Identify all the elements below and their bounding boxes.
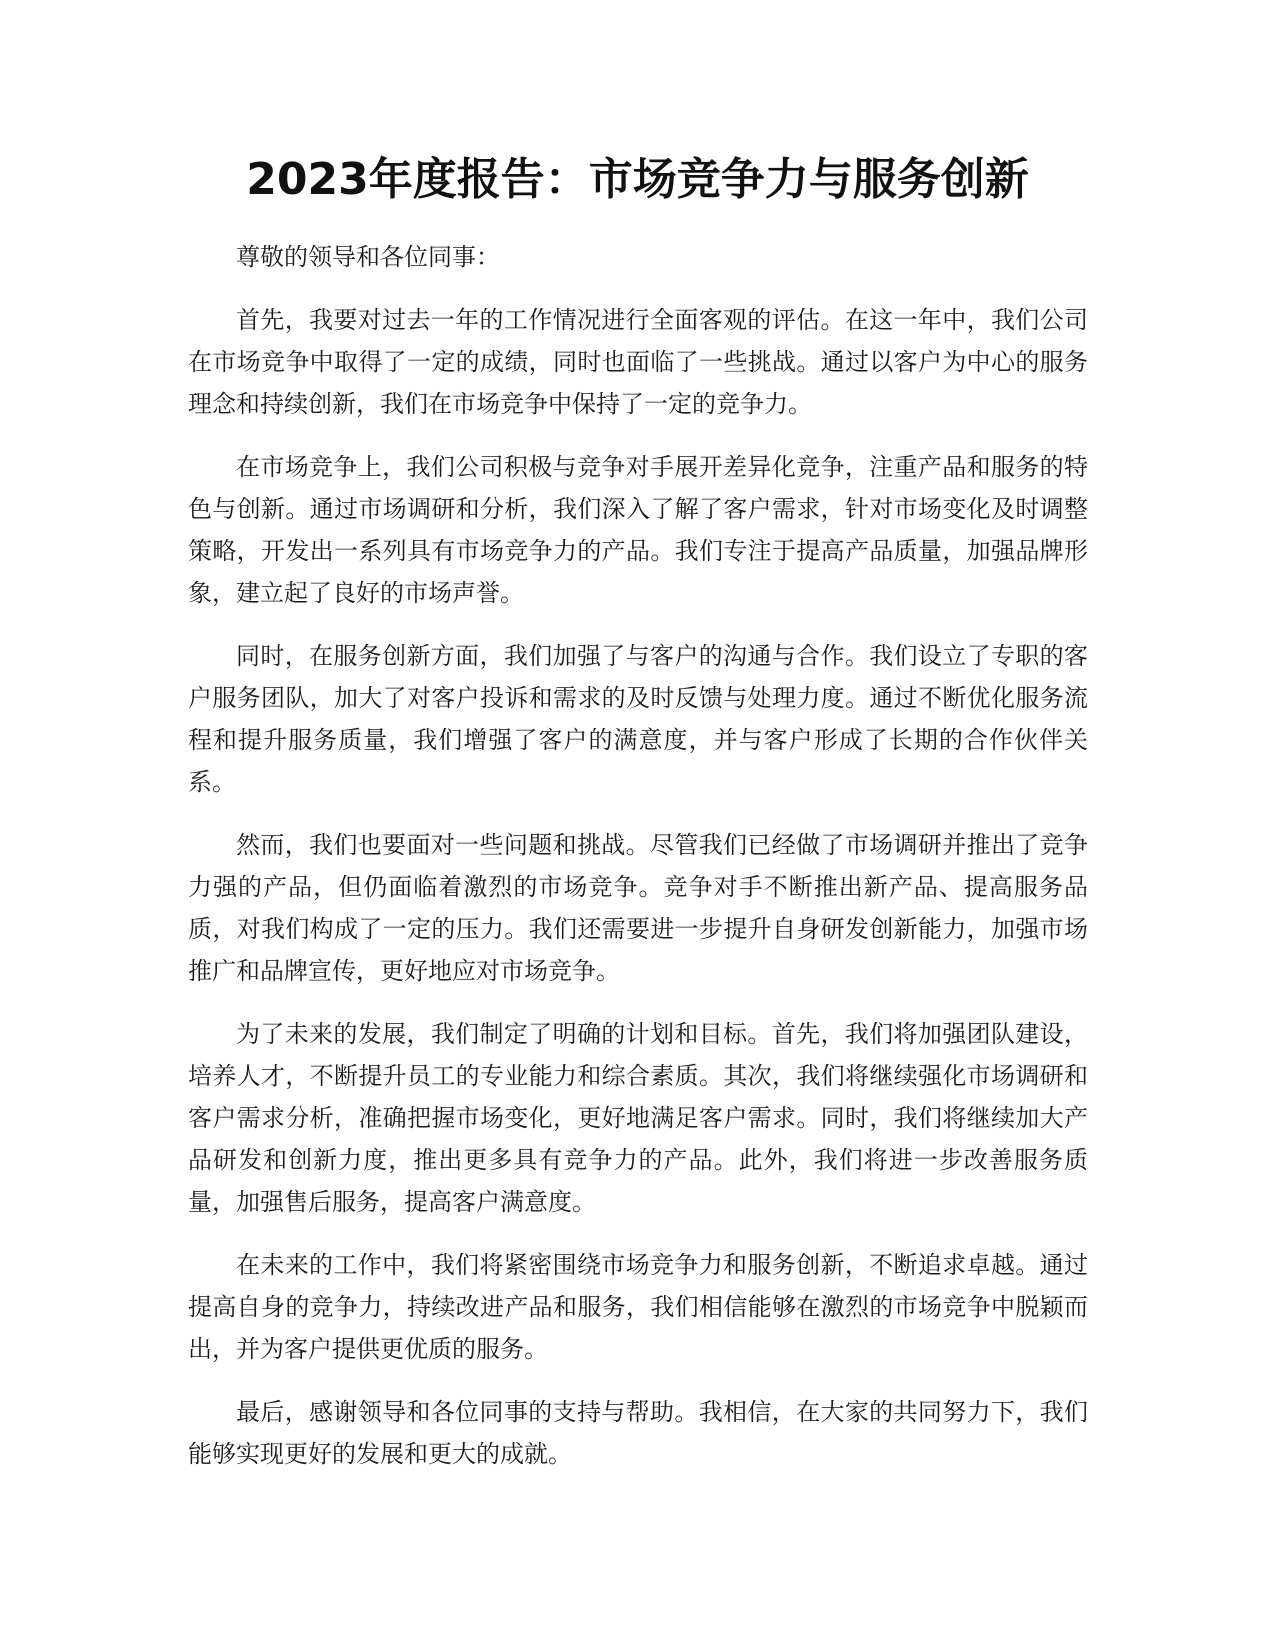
paragraph-closing: 最后，感谢领导和各位同事的支持与帮助。我相信，在大家的共同努力下，我们能够实现更好的发展和更大的成就。: [188, 1398, 1088, 1468]
document-body: [188, 236, 1088, 1496]
paragraph-salutation: 尊敬的领导和各位同事：: [236, 243, 500, 271]
paragraph-future-work: 在未来的工作中，我们将紧密围绕市场竞争力和服务创新，不断追求卓越。通过提高自身的竞争力，持续改进产品和服务，我们相信能够在激烈的市场竞争中脱颖而出，并为客户提供更优质的服务。: [188, 1251, 1088, 1363]
document-title: 2023年度报告：市场竞争力与服务创新: [246, 154, 1029, 205]
paragraph-future-plans: 为了未来的发展，我们制定了明确的计划和目标。首先，我们将加强团队建设，培养人才，不断提升员工的专业能力和综合素质。其次，我们将继续强化市场调研和客户需求分析，准确把握市场变化，更好地满足客户需求。同时，我们将继续加大产品研发和创新力度，推出更多具有竞争力的产品。此外，我们将进一步改善服务质量，加强售后服务，提高客户满意度。: [188, 1020, 1088, 1216]
paragraph-challenges: 然而，我们也要面对一些问题和挑战。尽管我们已经做了市场调研并推出了竞争力强的产品，但仍面临着激烈的市场竞争。竞争对手不断推出新产品、提高服务品质，对我们构成了一定的压力。我们还需要进一步提升自身研发创新能力，加强市场推广和品牌宣传，更好地应对市场竞争。: [188, 831, 1088, 985]
paragraph-service-innovation: 同时，在服务创新方面，我们加强了与客户的沟通与合作。我们设立了专职的客户服务团队，加大了对客户投诉和需求的及时反馈与处理力度。通过不断优化服务流程和提升服务质量，我们增强了客户的满意度，并与客户形成了长期的合作伙伴关系。: [188, 642, 1088, 796]
paragraph-evaluation: 首先，我要对过去一年的工作情况进行全面客观的评估。在这一年中，我们公司在市场竞争中取得了一定的成绩，同时也面临了一些挑战。通过以客户为中心的服务理念和持续创新，我们在市场竞争中保持了一定的竞争力。: [188, 306, 1088, 418]
paragraph-market-competition: 在市场竞争上，我们公司积极与竞争对手展开差异化竞争，注重产品和服务的特色与创新。通过市场调研和分析，我们深入了解了客户需求，针对市场变化及时调整策略，开发出一系列具有市场竞争力的产品。我们专注于提高产品质量，加强品牌形象，建立起了良好的市场声誉。: [188, 453, 1088, 607]
